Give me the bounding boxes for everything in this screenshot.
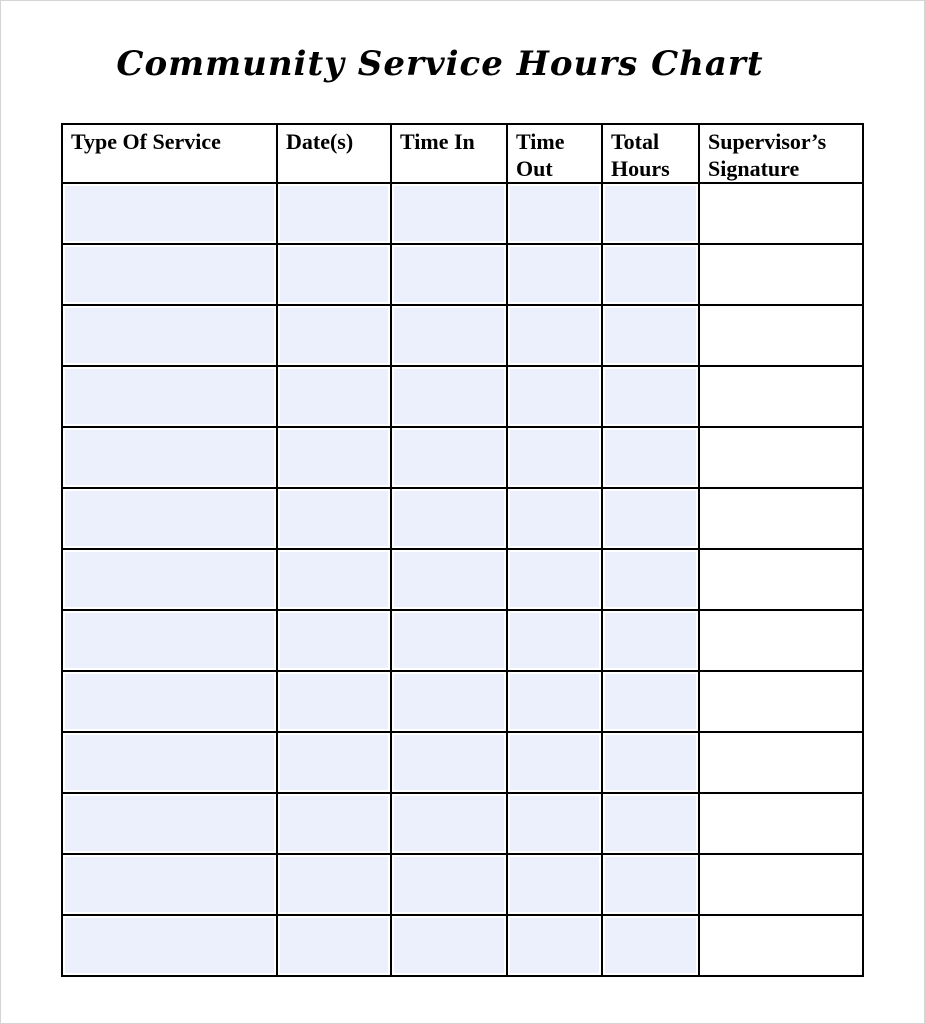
type-of-service-cell[interactable] <box>62 366 277 427</box>
time-in-cell[interactable] <box>391 305 507 366</box>
total-hours-cell[interactable] <box>602 366 699 427</box>
total-hours-cell[interactable] <box>602 671 699 732</box>
table-row <box>62 427 863 488</box>
type-of-service-cell[interactable] <box>62 305 277 366</box>
table-row <box>62 671 863 732</box>
total-hours-cell[interactable] <box>602 488 699 549</box>
time-out-cell[interactable] <box>507 854 602 915</box>
hours-log-table <box>61 123 864 977</box>
time-in-cell[interactable] <box>391 488 507 549</box>
total-hours-cell[interactable] <box>602 915 699 976</box>
time-in-cell[interactable] <box>391 244 507 305</box>
dates-cell[interactable] <box>277 488 391 549</box>
total-hours-cell[interactable] <box>602 732 699 793</box>
time-in-cell[interactable] <box>391 732 507 793</box>
header-total-hours: Total Hours <box>602 124 699 183</box>
signature-cell[interactable] <box>699 183 863 244</box>
type-of-service-cell[interactable] <box>62 732 277 793</box>
type-of-service-cell[interactable] <box>62 671 277 732</box>
time-in-cell[interactable] <box>391 793 507 854</box>
signature-cell[interactable] <box>699 305 863 366</box>
dates-cell[interactable] <box>277 427 391 488</box>
total-hours-cell[interactable] <box>602 549 699 610</box>
dates-cell[interactable] <box>277 915 391 976</box>
time-out-cell[interactable] <box>507 183 602 244</box>
total-hours-cell[interactable] <box>602 183 699 244</box>
table-row <box>62 183 863 244</box>
signature-cell[interactable] <box>699 854 863 915</box>
table-row <box>62 488 863 549</box>
type-of-service-cell[interactable] <box>62 793 277 854</box>
total-hours-cell[interactable] <box>602 244 699 305</box>
total-hours-cell[interactable] <box>602 793 699 854</box>
time-in-cell[interactable] <box>391 854 507 915</box>
dates-cell[interactable] <box>277 305 391 366</box>
signature-cell[interactable] <box>699 610 863 671</box>
time-in-cell[interactable] <box>391 427 507 488</box>
time-in-cell[interactable] <box>391 610 507 671</box>
signature-cell[interactable] <box>699 915 863 976</box>
time-in-cell[interactable] <box>391 915 507 976</box>
dates-cell[interactable] <box>277 854 391 915</box>
type-of-service-cell[interactable] <box>62 183 277 244</box>
table-row <box>62 549 863 610</box>
header-supervisor-signature: Supervisor’s Signature <box>699 124 863 183</box>
table-body <box>62 183 863 976</box>
total-hours-cell[interactable] <box>602 610 699 671</box>
type-of-service-cell[interactable] <box>62 549 277 610</box>
time-in-cell[interactable] <box>391 183 507 244</box>
time-out-cell[interactable] <box>507 427 602 488</box>
time-out-cell[interactable] <box>507 549 602 610</box>
header-time-in: Time In <box>391 124 507 183</box>
header-time-out: Time Out <box>507 124 602 183</box>
time-out-cell[interactable] <box>507 610 602 671</box>
dates-cell[interactable] <box>277 793 391 854</box>
time-out-cell[interactable] <box>507 488 602 549</box>
table-row <box>62 915 863 976</box>
table-row <box>62 793 863 854</box>
dates-cell[interactable] <box>277 183 391 244</box>
total-hours-cell[interactable] <box>602 305 699 366</box>
type-of-service-cell[interactable] <box>62 244 277 305</box>
table-row <box>62 366 863 427</box>
table-row <box>62 305 863 366</box>
signature-cell[interactable] <box>699 366 863 427</box>
total-hours-cell[interactable] <box>602 854 699 915</box>
dates-cell[interactable] <box>277 549 391 610</box>
time-in-cell[interactable] <box>391 549 507 610</box>
page-title: Community Service Hours Chart <box>116 44 764 84</box>
time-out-cell[interactable] <box>507 915 602 976</box>
time-out-cell[interactable] <box>507 366 602 427</box>
total-hours-cell[interactable] <box>602 427 699 488</box>
type-of-service-cell[interactable] <box>62 854 277 915</box>
type-of-service-cell[interactable] <box>62 488 277 549</box>
time-out-cell[interactable] <box>507 305 602 366</box>
signature-cell[interactable] <box>699 793 863 854</box>
table-row <box>62 732 863 793</box>
signature-cell[interactable] <box>699 549 863 610</box>
dates-cell[interactable] <box>277 732 391 793</box>
header-type-of-service: Type Of Service <box>62 124 277 183</box>
time-out-cell[interactable] <box>507 732 602 793</box>
signature-cell[interactable] <box>699 732 863 793</box>
dates-cell[interactable] <box>277 244 391 305</box>
dates-cell[interactable] <box>277 671 391 732</box>
time-out-cell[interactable] <box>507 793 602 854</box>
table-row <box>62 854 863 915</box>
time-in-cell[interactable] <box>391 671 507 732</box>
signature-cell[interactable] <box>699 427 863 488</box>
dates-cell[interactable] <box>277 366 391 427</box>
type-of-service-cell[interactable] <box>62 610 277 671</box>
header-row <box>62 124 863 183</box>
signature-cell[interactable] <box>699 244 863 305</box>
table-row <box>62 244 863 305</box>
time-in-cell[interactable] <box>391 366 507 427</box>
signature-cell[interactable] <box>699 488 863 549</box>
type-of-service-cell[interactable] <box>62 915 277 976</box>
header-dates: Date(s) <box>277 124 391 183</box>
time-out-cell[interactable] <box>507 671 602 732</box>
type-of-service-cell[interactable] <box>62 427 277 488</box>
time-out-cell[interactable] <box>507 244 602 305</box>
signature-cell[interactable] <box>699 671 863 732</box>
table-row <box>62 610 863 671</box>
dates-cell[interactable] <box>277 610 391 671</box>
